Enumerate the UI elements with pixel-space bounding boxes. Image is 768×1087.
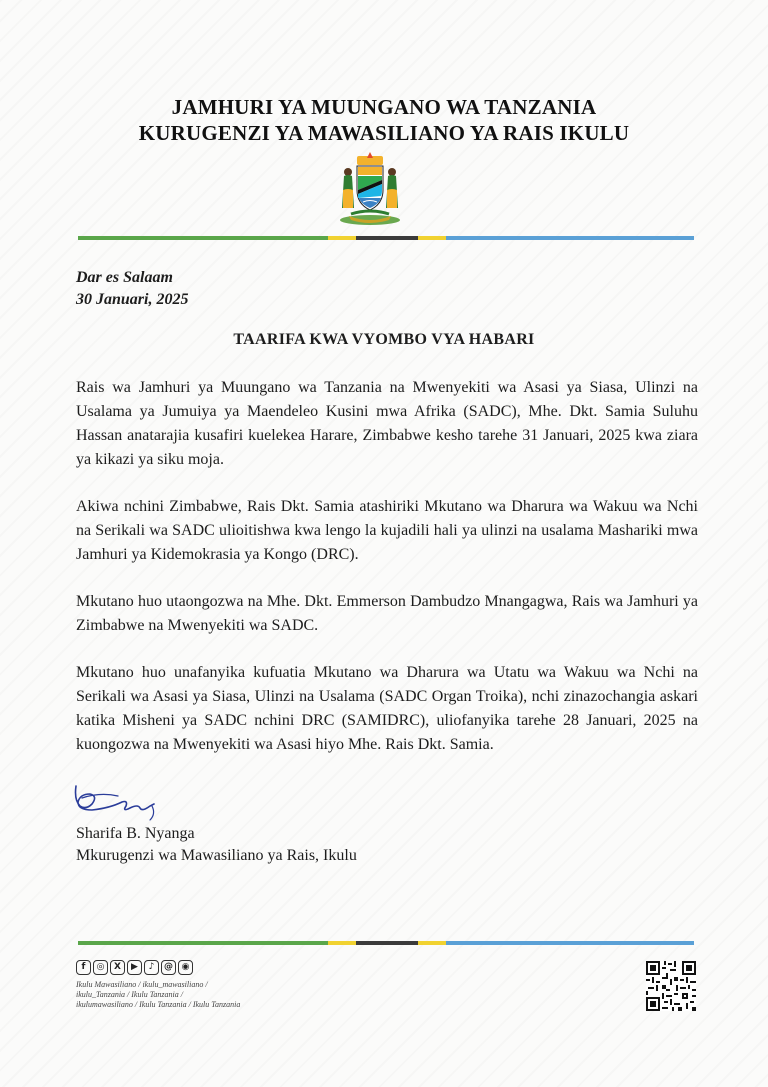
handles-line-3: ikulumawasiliano / Ikulu Tanzania / Ikulu Tanzania bbox=[76, 1000, 241, 1009]
instagram-icon[interactable]: ◎ bbox=[93, 960, 108, 975]
facebook-icon[interactable]: f bbox=[76, 960, 91, 975]
paragraph-4: Mkutano huo unafanyika kufuatia Mkutano wa Dharura wa Utatu wa Wakuu wa Nchi na Serikali wa Asasi ya Siasa, Ulinzi na Usalama (SADC Organ Troika), nchi zinazochangia askari katika Misheni ya SADC nchini DRC (SAMIDRC), uliofanyika tarehe 28 Januari, 2025 na kuongozwa na Mwenyekiti wa Asasi hiyo Mhe. Rais Dkt. Samia. bbox=[76, 664, 698, 753]
social-handles bbox=[76, 980, 266, 1010]
podcast-icon[interactable]: ◉ bbox=[178, 960, 193, 975]
body-text bbox=[76, 376, 698, 780]
top-color-bar bbox=[78, 236, 694, 240]
threads-icon[interactable]: @ bbox=[161, 960, 176, 975]
letterhead bbox=[0, 94, 768, 146]
place: Dar es Salaam bbox=[76, 269, 173, 286]
place-and-date bbox=[76, 267, 188, 311]
youtube-icon[interactable]: ▶ bbox=[127, 960, 142, 975]
letterhead-line-1: JAMHURI YA MUUNGANO WA TANZANIA bbox=[171, 95, 597, 119]
qr-code-icon[interactable] bbox=[646, 961, 696, 1011]
handles-line-2: ikulu_Tanzania / Ikulu Tanzania / bbox=[76, 990, 183, 999]
letterhead-line-2: KURUGENZI YA MAWASILIANO YA RAIS IKULU bbox=[138, 121, 630, 145]
signer-position: Mkurugenzi wa Mawasiliano ya Rais, Ikulu bbox=[76, 847, 357, 864]
handles-line-1: Ikulu Mawasiliano / ikulu_mawasiliano / bbox=[76, 980, 208, 989]
signer-block bbox=[76, 823, 357, 867]
signer-name: Sharifa B. Nyanga bbox=[76, 825, 195, 842]
x-icon[interactable]: X bbox=[110, 960, 125, 975]
coat-of-arms-icon bbox=[335, 150, 405, 226]
paragraph-3: Mkutano huo utaongozwa na Mhe. Dkt. Emmerson Dambudzo Mnangagwa, Rais wa Jamhuri ya Zimbabwe na Mwenyekiti wa SADC. bbox=[76, 593, 698, 634]
tiktok-icon[interactable]: ♪ bbox=[144, 960, 159, 975]
social-icons bbox=[76, 960, 193, 975]
paragraph-2: Akiwa nchini Zimbabwe, Rais Dkt. Samia atashiriki Mkutano wa Dharura wa Wakuu wa Nchi na Serikali wa SADC ulioitishwa kwa lengo la kujadili hali ya ulinzi na usalama Mashariki mwa Jamhuri ya Kidemokrasia ya Kongo (DRC). bbox=[76, 498, 698, 563]
handwritten-signature bbox=[70, 780, 170, 824]
paragraph-1: Rais wa Jamhuri ya Muungano wa Tanzania na Mwenyekiti wa Asasi ya Siasa, Ulinzi na Usalama ya Jumuiya ya Maendeleo Kusini mwa Afrika (SADC), Mhe. Dkt. Samia Suluhu Hassan anatarajia kusafiri kuelekea Harare, Zimbabwe kesho tarehe 31 Januari, 2025 kwa ziara ya kikazi ya siku moja. bbox=[76, 379, 698, 468]
document-title: TAARIFA KWA VYOMBO VYA HABARI bbox=[233, 331, 535, 348]
date: 30 Januari, 2025 bbox=[76, 291, 189, 308]
bottom-color-bar bbox=[78, 941, 694, 945]
